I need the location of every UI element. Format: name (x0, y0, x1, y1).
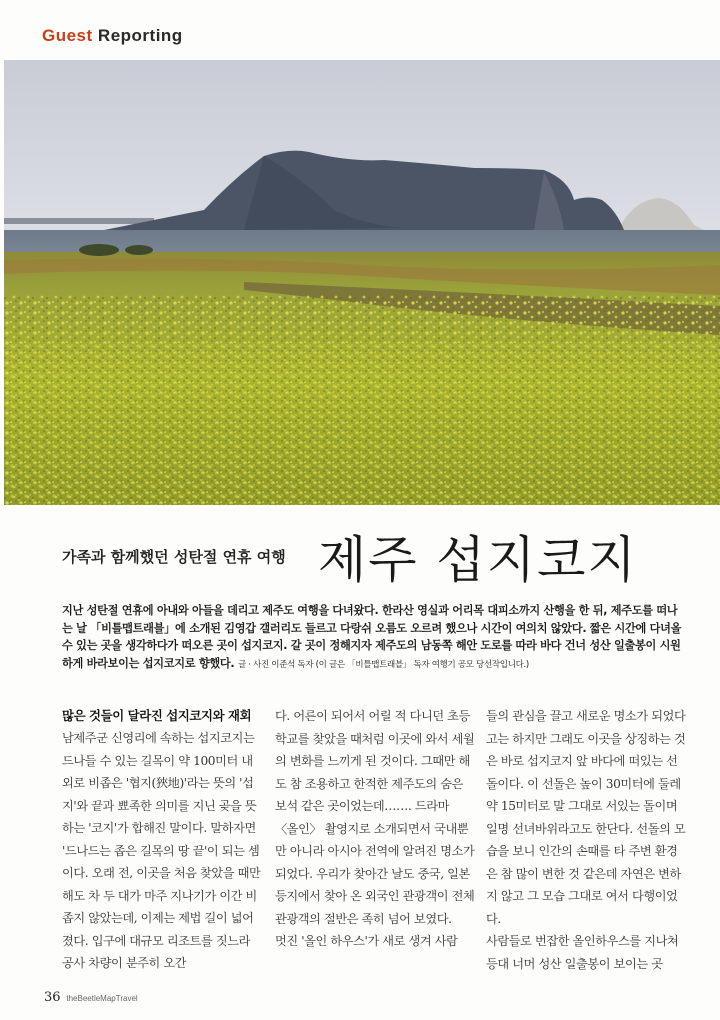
author-credit: 글 · 사진 이준석 독자 (이 글은 「비틀맵트래블」 독자 여행기 공모 당선작입니다.) (237, 659, 529, 670)
body-column-3 (486, 705, 686, 975)
section-label-reporting: Reporting (97, 26, 183, 45)
column-2-text: 다. 어른이 되어서 어릴 적 다니던 초등학교를 찾았을 때처럼 이곳에 와서 세월의 변화를 느끼게 된 것이다. 그때만 해도 참 조용하고 한적한 제주도의 숨은 보석 같은 곳이었는데……. 드라마 〈올인〉 촬영지로 소개되면서 국내뿐만 아니라 아시아 전역에 알려진 명소가 되었다. 우리가 찾아간 날도 중국, 일본 등지에서 찾아 온 외국인 관광객이 전체 관광객의 절반은 족히 넘어 보였다. (275, 709, 475, 926)
column-3-text: 들의 관심을 끌고 새로운 명소가 되었다고는 하지만 그래도 이곳을 상징하는 것은 바로 섭지코지 앞 바다에 떠있는 선돌이다. 이 선돌은 높이 30미터에 둘레 약 15미터로 말 그대로 서있는 돌이며 일명 선녀바위라고도 한단다. 선돌의 모습을 보니 인간의 손때를 타 주변 환경은 참 많이 변한 것 같은데 자연은 변하지 않고 그 모습 그대로 여서 다행이었다. (486, 709, 686, 926)
body-column-2 (275, 705, 475, 953)
section-header (42, 26, 183, 46)
intro-text: 지난 성탄절 연휴에 아내와 아들을 데리고 제주도 여행을 다녀왔다. 한라산 영실과 어리목 대피소까지 산행을 한 뒤, 제주도를 떠나는 날 「비틀맵트래블」에 소개된 김영갑 갤러리도 들르고 다랑쉬 오름도 오르려 했으나 시간이 여의치 않았다. 짧은 시간에 다녀올 수 있는 곳을 생각하다가 떠오른 곳이 섭지코지. 갈 곳이 정해지자 제주도의 남동쪽 해안 도로를 따라 바다 건너 성산 일출봉이 시원하게 바라보이는 섭지코지로 향했다. (62, 604, 682, 670)
page-footer (44, 990, 138, 1005)
article-subtitle: 가족과 함께했던 성탄절 연휴 여행 (62, 548, 286, 566)
section-label-guest: Guest (42, 26, 93, 45)
article-intro (62, 602, 682, 674)
section-heading: 많은 것들이 달라진 섭지코지와 재회 (62, 708, 252, 723)
publication-name: theBeetleMapTravel (66, 994, 138, 1003)
body-column-1 (62, 705, 262, 975)
column-1-text: 남제주군 신영리에 속하는 섭지코지는 드나들 수 있는 길목이 약 100미터 내외로 비좁은 '협지(狹地)'라는 뜻의 '섭지'와 끝과 뾰족한 의미를 지닌 곶을 뜻하는 '코지'가 합해진 말이다. 말하자면 '드나드는 좁은 길목의 땅 끝'이 되는 셈이다. 오래 전, 이곳을 처음 찾았을 때만 해도 차 두 대가 마주 지나기가 이간 비좁지 않았는데, 이제는 제법 길이 넓어졌다. 입구에 대규모 리조트를 짓느라 공사 차량이 분주히 오간 (62, 731, 261, 970)
column-2-text-b: 멋진 '올인 하우스'가 새로 생겨 사람 (275, 934, 458, 948)
article-title: 제주 섭지코지 (318, 531, 638, 589)
page-number: 36 (44, 990, 61, 1005)
column-3-text-b: 사람들로 번잡한 올인하우스를 지나쳐 등대 너머 성산 일출봉이 보이는 곳 (486, 934, 679, 971)
island-landscape-photo (4, 60, 720, 505)
